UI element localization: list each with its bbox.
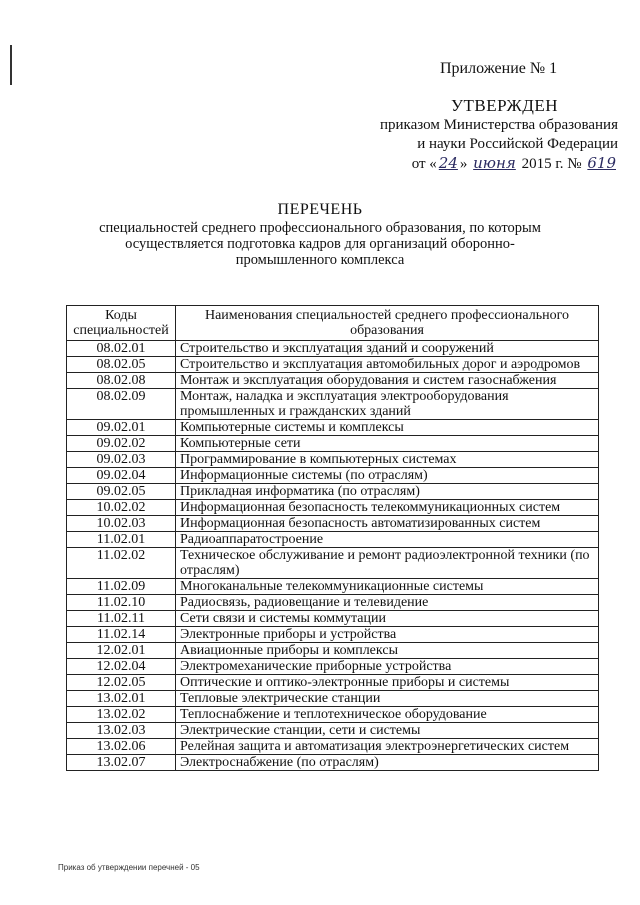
approval-line-2: и науки Российской Федерации bbox=[417, 136, 618, 152]
table-row bbox=[67, 579, 599, 595]
specialty-name: Строительство и эксплуатация зданий и сооружений bbox=[176, 341, 599, 357]
table-row bbox=[67, 723, 599, 739]
list-heading bbox=[80, 202, 560, 268]
specialty-code: 11.02.02 bbox=[67, 548, 176, 579]
table-row bbox=[67, 548, 599, 579]
specialty-code: 11.02.01 bbox=[67, 532, 176, 548]
specialty-name: Строительство и эксплуатация автомобильных дорог и аэродромов bbox=[176, 357, 599, 373]
table-row bbox=[67, 675, 599, 691]
table-row bbox=[67, 341, 599, 357]
table-row bbox=[67, 739, 599, 755]
table-row bbox=[67, 436, 599, 452]
approval-date-line bbox=[360, 154, 618, 174]
specialty-name: Техническое обслуживание и ремонт радиоэлектронной техники (по отраслям) bbox=[176, 548, 599, 579]
specialty-name: Теплоснабжение и теплотехническое оборудование bbox=[176, 707, 599, 723]
specialty-name: Сети связи и системы коммутации bbox=[176, 611, 599, 627]
table-row bbox=[67, 755, 599, 771]
specialty-code: 12.02.04 bbox=[67, 659, 176, 675]
specialty-name: Электронные приборы и устройства bbox=[176, 627, 599, 643]
specialty-code: 10.02.02 bbox=[67, 500, 176, 516]
handwritten-month: июня bbox=[473, 154, 516, 172]
specialty-name: Монтаж, наладка и эксплуатация электрооборудования промышленных и гражданских зданий bbox=[176, 389, 599, 420]
year-text: 2015 г. № bbox=[521, 156, 582, 172]
approval-line-1: приказом Министерства образования bbox=[380, 117, 618, 133]
approval-title: УТВЕРЖДЕН bbox=[451, 96, 558, 115]
date-mid: » bbox=[459, 156, 468, 172]
table-row bbox=[67, 373, 599, 389]
table-row bbox=[67, 500, 599, 516]
specialty-code: 09.02.03 bbox=[67, 452, 176, 468]
specialty-name: Электромеханические приборные устройства bbox=[176, 659, 599, 675]
specialty-name: Монтаж и эксплуатация оборудования и систем газоснабжения bbox=[176, 373, 599, 389]
table-row bbox=[67, 389, 599, 420]
table-row bbox=[67, 468, 599, 484]
specialty-code: 10.02.03 bbox=[67, 516, 176, 532]
handwritten-day: 24 bbox=[438, 154, 458, 172]
specialty-name: Электроснабжение (по отраслям) bbox=[176, 755, 599, 771]
table-header-row bbox=[67, 306, 599, 341]
specialty-code: 13.02.02 bbox=[67, 707, 176, 723]
specialty-name: Многоканальные телекоммуникационные системы bbox=[176, 579, 599, 595]
appendix-label: Приложение № 1 bbox=[440, 60, 558, 77]
specialty-name: Информационные системы (по отраслям) bbox=[176, 468, 599, 484]
specialty-name: Программирование в компьютерных системах bbox=[176, 452, 599, 468]
specialty-name: Радиосвязь, радиовещание и телевидение bbox=[176, 595, 599, 611]
scan-edge-mark bbox=[10, 45, 12, 85]
specialty-code: 09.02.02 bbox=[67, 436, 176, 452]
specialty-code: 09.02.04 bbox=[67, 468, 176, 484]
table-row bbox=[67, 611, 599, 627]
specialty-name: Оптические и оптико-электронные приборы и системы bbox=[176, 675, 599, 691]
specialty-name: Релейная защита и автоматизация электроэнергетических систем bbox=[176, 739, 599, 755]
specialty-code: 13.02.01 bbox=[67, 691, 176, 707]
table-row bbox=[67, 691, 599, 707]
table-row bbox=[67, 627, 599, 643]
specialty-code: 11.02.11 bbox=[67, 611, 176, 627]
specialty-code: 13.02.07 bbox=[67, 755, 176, 771]
specialty-code: 11.02.14 bbox=[67, 627, 176, 643]
list-title: ПЕРЕЧЕНЬ bbox=[277, 201, 363, 218]
specialty-code: 13.02.03 bbox=[67, 723, 176, 739]
specialty-name: Авиационные приборы и комплексы bbox=[176, 643, 599, 659]
specialty-name: Компьютерные системы и комплексы bbox=[176, 420, 599, 436]
list-subtitle: специальностей среднего профессионального образования, по которым осуществляется подготовка кадров для организаций оборонно-промышленного комплекса bbox=[99, 220, 541, 268]
table-body bbox=[67, 341, 599, 771]
specialty-code: 09.02.05 bbox=[67, 484, 176, 500]
specialty-name: Информационная безопасность автоматизированных систем bbox=[176, 516, 599, 532]
specialty-name: Электрические станции, сети и системы bbox=[176, 723, 599, 739]
specialty-code: 08.02.09 bbox=[67, 389, 176, 420]
specialty-code: 12.02.05 bbox=[67, 675, 176, 691]
specialty-code: 13.02.06 bbox=[67, 739, 176, 755]
specialty-name: Компьютерные сети bbox=[176, 436, 599, 452]
specialty-name: Информационная безопасность телекоммуникационных систем bbox=[176, 500, 599, 516]
table-row bbox=[67, 357, 599, 373]
table-row bbox=[67, 659, 599, 675]
specialty-code: 11.02.09 bbox=[67, 579, 176, 595]
footer-note: Приказ об утверждении перечней - 05 bbox=[58, 863, 200, 872]
header-names: Наименования специальностей среднего профессионального образования bbox=[176, 306, 599, 341]
specialty-name: Радиоаппаратостроение bbox=[176, 532, 599, 548]
specialty-code: 08.02.01 bbox=[67, 341, 176, 357]
specialty-code: 08.02.08 bbox=[67, 373, 176, 389]
specialty-name: Тепловые электрические станции bbox=[176, 691, 599, 707]
table-row bbox=[67, 707, 599, 723]
specialty-code: 12.02.01 bbox=[67, 643, 176, 659]
specialty-code: 11.02.10 bbox=[67, 595, 176, 611]
specialty-name: Прикладная информатика (по отраслям) bbox=[176, 484, 599, 500]
table-row bbox=[67, 420, 599, 436]
table-row bbox=[67, 595, 599, 611]
table-row bbox=[67, 452, 599, 468]
specialty-code: 09.02.01 bbox=[67, 420, 176, 436]
table-row bbox=[67, 484, 599, 500]
date-prefix: от « bbox=[411, 156, 437, 172]
specialty-code: 08.02.05 bbox=[67, 357, 176, 373]
table-row bbox=[67, 532, 599, 548]
handwritten-order-number: 619 bbox=[587, 154, 616, 172]
header-codes: Коды специальностей bbox=[67, 306, 176, 341]
specialties-table bbox=[66, 305, 599, 771]
table-row bbox=[67, 643, 599, 659]
table-row bbox=[67, 516, 599, 532]
approval-block bbox=[360, 96, 618, 174]
